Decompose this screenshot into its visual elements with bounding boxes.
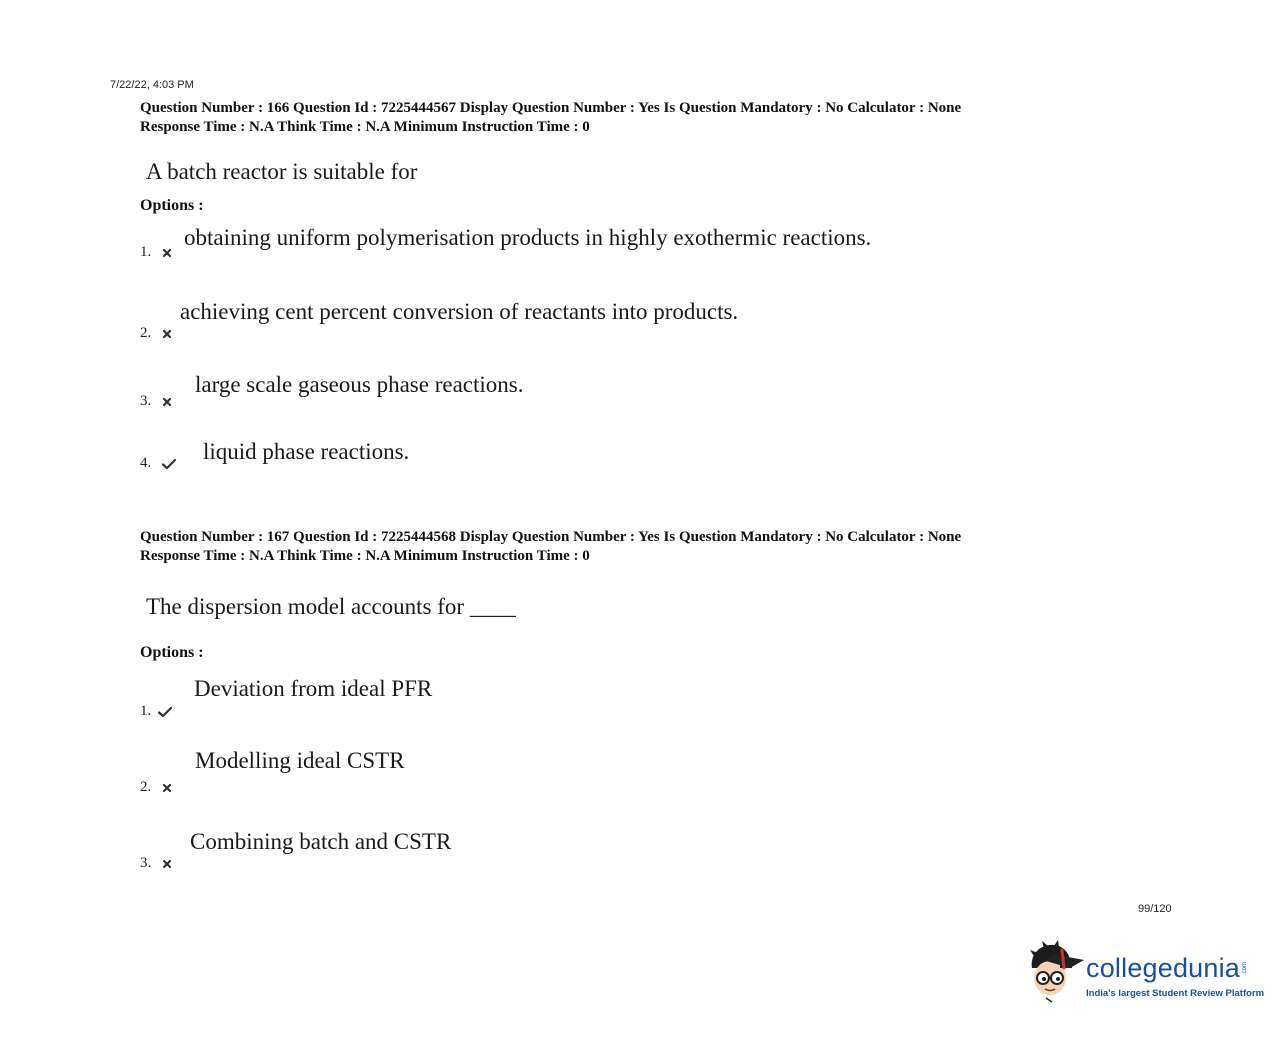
option-number-text: 3. [140, 393, 152, 409]
cross-icon [161, 858, 173, 870]
option-text: achieving cent percent conversion of reactants into products. [180, 299, 739, 324]
option-text: large scale gaseous phase reactions. [195, 372, 524, 397]
option-number [140, 455, 177, 472]
page-number: 99/120 [1138, 903, 1172, 915]
option-text: obtaining uniform polymerisation products in highly exothermic reactions. [184, 225, 872, 250]
brand-logo[interactable] [1026, 940, 1265, 1006]
options-label: Options : [140, 197, 204, 214]
brand-name: collegedunia [1086, 953, 1241, 983]
question-meta-line2: Response Time : N.A Think Time : N.A Minimum Instruction Time : 0 [140, 119, 590, 135]
option-number-text: 4. [140, 455, 152, 471]
option-number [140, 703, 173, 720]
option-number [140, 393, 173, 410]
check-icon [161, 458, 177, 470]
print-timestamp: 7/22/22, 4:03 PM [110, 79, 194, 91]
cross-icon [161, 396, 173, 408]
question-meta-line2: Response Time : N.A Think Time : N.A Minimum Instruction Time : 0 [140, 548, 590, 564]
question-meta-line1: Question Number : 166 Question Id : 7225444567 Display Question Number : Yes Is Question Mandatory : No Calculator : None [140, 100, 962, 116]
option-number [140, 779, 173, 796]
option-number-text: 1. [140, 244, 152, 260]
cross-icon [161, 328, 173, 340]
cross-icon [161, 247, 173, 259]
option-number [140, 244, 173, 261]
option-number-text: 2. [140, 325, 152, 341]
option-number [140, 855, 173, 872]
brand-tagline: India's largest Student Review Platform [1086, 988, 1265, 999]
option-number-text: 1. [140, 703, 152, 719]
option-number-text: 3. [140, 855, 152, 871]
option-text: Deviation from ideal PFR [194, 676, 433, 701]
brand-suffix: .com [1242, 962, 1248, 976]
check-icon [157, 706, 173, 718]
options-label: Options : [140, 644, 204, 661]
question-meta-line1: Question Number : 167 Question Id : 7225444568 Display Question Number : Yes Is Question Mandatory : No Calculator : None [140, 529, 962, 545]
option-text: Combining batch and CSTR [190, 829, 452, 854]
option-number-text: 2. [140, 779, 152, 795]
cross-icon [161, 782, 173, 794]
mascot-icon [1026, 940, 1086, 1004]
question-text: The dispersion model accounts for ____ [146, 594, 516, 619]
question-text: A batch reactor is suitable for [146, 159, 418, 184]
option-text: liquid phase reactions. [203, 439, 410, 464]
option-text: Modelling ideal CSTR [195, 748, 405, 773]
option-number [140, 325, 173, 342]
